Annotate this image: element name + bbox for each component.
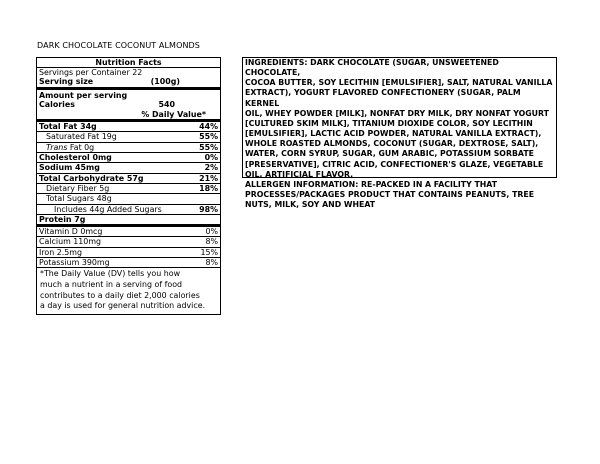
vitamin-d-label: Vitamin D 0mcg — [39, 227, 103, 237]
trans-fat-row — [37, 143, 220, 153]
allergen-line: NUTS, MILK, SOY AND WHEAT — [245, 200, 376, 210]
total-fat-dv: 44% — [199, 122, 218, 132]
trans-fat-label-wrap — [39, 143, 94, 152]
serving-size-value: (100g) — [150, 77, 180, 87]
ingredients-line: [CULTURED SKIM MILK], TITANIUM DIOXIDE COLOR, SOY LECITHIN — [245, 118, 533, 128]
daily-value-header-row — [37, 110, 220, 122]
total-fat-row — [37, 122, 220, 132]
ingredients-line: OIL, WHEY POWDER [MILK], NONFAT DRY MILK, DRY NONFAT YOGURT — [245, 108, 549, 118]
protein-label: Protein 7g — [39, 214, 86, 224]
total-carb-dv: 21% — [199, 173, 218, 183]
sodium-row — [37, 163, 220, 173]
serving-size-label: Serving size — [39, 77, 94, 87]
saturated-fat-row — [37, 132, 220, 142]
calories-row — [37, 100, 220, 110]
iron-label: Iron 2.5mg — [39, 247, 82, 257]
amount-per-serving — [37, 91, 220, 100]
trans-word: Trans — [46, 142, 68, 152]
potassium-row — [37, 258, 220, 268]
total-sugars-row — [37, 194, 220, 204]
cholesterol-dv: 0% — [204, 153, 218, 163]
calcium-row — [37, 237, 220, 247]
saturated-fat-label: Saturated Fat 19g — [46, 132, 117, 142]
total-carb-label: Total Carbohydrate 57g — [39, 173, 144, 183]
fiber-row — [37, 184, 220, 194]
cholesterol-row — [37, 153, 220, 163]
trans-fat-dv: 55% — [199, 142, 218, 152]
product-title: DARK CHOCOLATE COCONUT ALMONDS — [37, 41, 200, 50]
ingredients-line: OIL, ARTIFICIAL FLAVOR. — [245, 169, 354, 179]
protein-row — [37, 215, 220, 227]
ingredients-line: INGREDIENTS: DARK CHOCOLATE (SUGAR, UNSWEETENED CHOCOLATE, — [245, 58, 499, 78]
footnote-line: *The Daily Value (DV) tells you how — [40, 269, 181, 279]
total-carb-row — [37, 174, 220, 184]
trans-fat-label: Fat 0g — [67, 142, 95, 152]
ingredients-panel — [242, 57, 557, 210]
potassium-dv: 8% — [205, 258, 218, 268]
vitamin-d-dv: 0% — [205, 227, 218, 237]
footnote-line: much a nutrient in a serving of food — [40, 279, 183, 289]
allergen-line: PROCESSES/PACKAGES PRODUCT THAT CONTAINS PEANUTS, TREE — [245, 190, 535, 200]
allergen-line: ALLERGEN INFORMATION: RE-PACKED IN A FACILITY THAT — [245, 179, 498, 189]
vitamin-d-row — [37, 227, 220, 237]
calcium-label: Calcium 110mg — [39, 237, 102, 247]
cholesterol-label: Cholesterol 0mg — [39, 153, 112, 163]
fiber-dv: 18% — [199, 183, 218, 193]
footnote-line: contributes to a daily diet 2,000 calories — [40, 290, 200, 300]
servings-per-container-text: Servings per Container 22 — [39, 68, 143, 77]
ingredients-line: [PRESERVATIVE], CITRIC ACID, CONFECTIONER'S GLAZE, VEGETABLE — [245, 159, 544, 169]
footnote-line: a day is used for general nutrition advice. — [40, 301, 206, 311]
added-sugars-dv: 98% — [199, 204, 218, 214]
total-fat-label: Total Fat 34g — [39, 122, 97, 132]
daily-value-footnote — [37, 268, 220, 313]
calories-value: 540 — [158, 99, 175, 109]
nutrition-facts-header: Nutrition Facts — [37, 58, 220, 68]
ingredients-line: [EMULSIFIER], LACTIC ACID POWDER, NATURAL VANILLA EXTRACT), — [245, 129, 542, 139]
serving-size-row — [37, 77, 220, 89]
fiber-label: Dietary Fiber 5g — [46, 183, 110, 193]
iron-dv: 15% — [200, 247, 218, 257]
sodium-label: Sodium 45mg — [39, 163, 100, 173]
calories-label: Calories — [39, 99, 75, 109]
amount-per-serving-text: Amount per serving — [39, 90, 128, 100]
ingredients-line: COCOA BUTTER, SOY LECITHIN [EMULSIFIER], SALT, NATURAL VANILLA — [245, 78, 553, 88]
total-sugars-label: Total Sugars 48g — [46, 194, 112, 204]
ingredients-line: WATER, CORN SYRUP, SUGAR, GUM ARABIC, POTASSIUM SORBATE — [245, 149, 534, 159]
daily-value-header: % Daily Value* — [141, 109, 206, 119]
added-sugars-label: Includes 44g Added Sugars — [54, 204, 162, 214]
iron-row — [37, 248, 220, 258]
calcium-dv: 8% — [205, 237, 218, 247]
added-sugars-row — [37, 205, 220, 215]
servings-per-container — [37, 68, 220, 77]
sodium-dv: 2% — [204, 163, 218, 173]
nutrition-facts-panel — [36, 57, 221, 315]
potassium-label: Potassium 390mg — [39, 258, 110, 268]
saturated-fat-dv: 55% — [199, 132, 218, 142]
ingredients-line: EXTRACT), YOGURT FLAVORED CONFECTIONERY (SUGAR, PALM KERNEL — [245, 88, 521, 108]
ingredients-line: WHOLE ROASTED ALMONDS, COCONUT (SUGAR, DEXTROSE, SALT), — [245, 139, 539, 149]
